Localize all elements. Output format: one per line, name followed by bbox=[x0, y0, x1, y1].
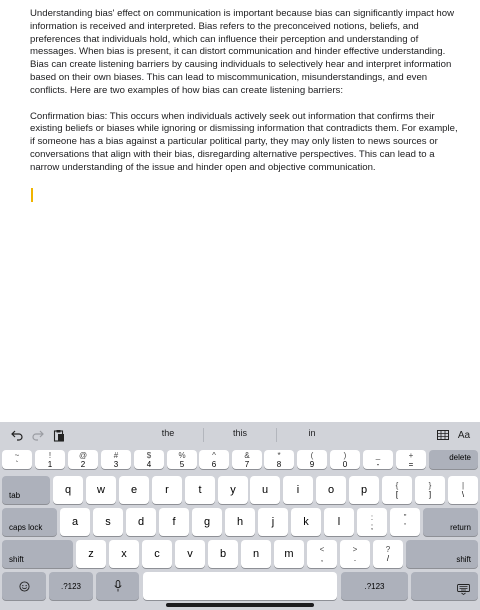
key-bottom: 1 bbox=[47, 459, 53, 469]
shift-left-key[interactable]: shift bbox=[2, 540, 73, 568]
key-slash[interactable] bbox=[373, 540, 403, 568]
key-top: : bbox=[370, 513, 374, 522]
key-semicolon[interactable] bbox=[357, 508, 387, 536]
key-bottom: 5 bbox=[179, 459, 185, 469]
redo-icon[interactable] bbox=[30, 427, 46, 443]
key-n[interactable]: n bbox=[241, 540, 271, 568]
key-bottom: 9 bbox=[309, 459, 315, 469]
keyboard bbox=[0, 422, 480, 610]
key-0[interactable] bbox=[330, 450, 360, 469]
paragraph: Confirmation bias: This occurs when individuals actively seek out information that confirms their existing beliefs or biases while ignoring or dismissing information that contradicts them. For example, if someone has a bias against a particular political party, they may only listen to news sources or conversations that align with their bias, disregarding alternative perspectives. This can lead to a narrow understanding of the issue and hinder open and objective communication. bbox=[30, 110, 458, 173]
key-t[interactable]: t bbox=[185, 476, 215, 504]
key-top: ^ bbox=[212, 450, 216, 460]
key-top: ! bbox=[48, 450, 52, 460]
key-top: _ bbox=[375, 450, 381, 460]
key-a[interactable]: a bbox=[60, 508, 90, 536]
key-k[interactable]: k bbox=[291, 508, 321, 536]
key-9[interactable] bbox=[297, 450, 327, 469]
key-bottom: ` bbox=[15, 459, 19, 469]
key-7[interactable] bbox=[232, 450, 262, 469]
key-s[interactable]: s bbox=[93, 508, 123, 536]
key-top: < bbox=[319, 545, 325, 554]
key-e[interactable]: e bbox=[119, 476, 149, 504]
shift-right-key[interactable]: shift bbox=[406, 540, 478, 568]
key-top: & bbox=[244, 450, 250, 460]
key-bottom: 2 bbox=[80, 459, 86, 469]
undo-icon[interactable] bbox=[9, 427, 25, 443]
key-top: ( bbox=[310, 450, 314, 460]
key-d[interactable]: d bbox=[126, 508, 156, 536]
key-backslash[interactable] bbox=[448, 476, 478, 504]
key-u[interactable]: u bbox=[250, 476, 280, 504]
suggestion-item[interactable]: the bbox=[161, 428, 175, 438]
paragraph: Understanding bias' effect on communication is important because bias can significantly impact how information is received and interpreted. Bias refers to the preconceived notions, beliefs, and preferences that individuals hold, which can influence their perception and understanding of messages. When bias is present, it can distort communication and hinder effective understanding. Bias can create listening barriers by causing individuals to selectively hear and interpret information based on their own biases. This can lead to miscommunication, misunderstandings, and even conflicts. Here are two examples of how bias can create listening barriers: bbox=[30, 8, 455, 96]
key-top: | bbox=[461, 481, 465, 490]
microphone-icon bbox=[114, 580, 122, 592]
key-bottom: ' bbox=[404, 522, 406, 531]
key-z[interactable]: z bbox=[76, 540, 106, 568]
key-m[interactable]: m bbox=[274, 540, 304, 568]
suggestion-item[interactable]: in bbox=[308, 428, 316, 438]
key-top: # bbox=[113, 450, 119, 460]
key-bottom: 6 bbox=[211, 459, 217, 469]
key-y[interactable]: y bbox=[218, 476, 248, 504]
key-o[interactable]: o bbox=[316, 476, 346, 504]
key-top: " bbox=[403, 513, 407, 522]
key-8[interactable] bbox=[264, 450, 294, 469]
key-1[interactable] bbox=[35, 450, 65, 469]
key-bottom: 8 bbox=[276, 459, 282, 469]
key-top: > bbox=[352, 545, 358, 554]
key-bottom: ; bbox=[370, 522, 374, 531]
suggestion-item[interactable]: this bbox=[232, 428, 247, 438]
emoji-icon bbox=[19, 581, 30, 592]
key-w[interactable]: w bbox=[86, 476, 116, 504]
key-q[interactable]: q bbox=[53, 476, 83, 504]
emoji-key[interactable] bbox=[2, 572, 46, 600]
key-bottom: / bbox=[386, 554, 390, 563]
key-period[interactable] bbox=[340, 540, 370, 568]
table-icon[interactable] bbox=[436, 427, 450, 443]
key-f[interactable]: f bbox=[159, 508, 189, 536]
key-r[interactable]: r bbox=[152, 476, 182, 504]
key-c[interactable]: c bbox=[142, 540, 172, 568]
key-equals[interactable] bbox=[396, 450, 426, 469]
key-right-bracket[interactable] bbox=[415, 476, 445, 504]
space-bar[interactable] bbox=[143, 572, 337, 600]
key-j[interactable]: j bbox=[258, 508, 288, 536]
key-bottom: [ bbox=[395, 490, 399, 499]
dictation-key[interactable] bbox=[96, 572, 139, 600]
key-bottom: 0 bbox=[342, 459, 348, 469]
key-bottom: . bbox=[353, 554, 357, 563]
key-b[interactable]: b bbox=[208, 540, 238, 568]
key-bottom: = bbox=[408, 459, 414, 469]
key-bottom: 3 bbox=[113, 459, 119, 469]
key-top: * bbox=[277, 450, 281, 460]
key-top: $ bbox=[146, 450, 152, 460]
key-top: @ bbox=[78, 450, 88, 460]
key-5[interactable] bbox=[167, 450, 197, 469]
return-key[interactable]: return bbox=[423, 508, 478, 536]
key-p[interactable]: p bbox=[349, 476, 379, 504]
key-x[interactable]: x bbox=[109, 540, 139, 568]
key-6[interactable] bbox=[199, 450, 229, 469]
dismiss-keyboard-key[interactable] bbox=[411, 572, 478, 600]
key-top: } bbox=[428, 481, 432, 490]
key-g[interactable]: g bbox=[192, 508, 222, 536]
key-backtick[interactable] bbox=[2, 450, 32, 469]
key-v[interactable]: v bbox=[175, 540, 205, 568]
key-left-bracket[interactable] bbox=[382, 476, 412, 504]
key-bottom: 7 bbox=[244, 459, 250, 469]
key-l[interactable]: l bbox=[324, 508, 354, 536]
paste-icon[interactable] bbox=[51, 427, 67, 443]
format-button[interactable]: Aa bbox=[457, 429, 471, 441]
text-cursor bbox=[31, 188, 33, 202]
key-bottom: , bbox=[320, 554, 324, 563]
home-indicator[interactable] bbox=[166, 603, 314, 607]
key-top: ? bbox=[385, 545, 391, 554]
keyboard-toolbar bbox=[0, 422, 480, 448]
key-top: % bbox=[178, 450, 186, 460]
key-3[interactable] bbox=[101, 450, 131, 469]
key-h[interactable]: h bbox=[225, 508, 255, 536]
key-bottom: - bbox=[376, 459, 380, 469]
key-comma[interactable] bbox=[307, 540, 337, 568]
key-quote[interactable] bbox=[390, 508, 420, 536]
key-top: + bbox=[408, 450, 414, 460]
key-minus[interactable] bbox=[363, 450, 393, 469]
tab-key[interactable]: tab bbox=[2, 476, 50, 504]
delete-key[interactable]: delete bbox=[429, 450, 478, 469]
key-2[interactable] bbox=[68, 450, 98, 469]
key-bottom: 4 bbox=[146, 459, 152, 469]
key-bottom: ] bbox=[428, 490, 432, 499]
key-top: ) bbox=[343, 450, 347, 460]
caps-lock-key[interactable]: caps lock bbox=[2, 508, 57, 536]
numbers-key-right[interactable]: .?123 bbox=[341, 572, 408, 600]
key-top: ~ bbox=[14, 450, 20, 460]
key-4[interactable] bbox=[134, 450, 164, 469]
key-top: { bbox=[395, 481, 399, 490]
numbers-key-left[interactable]: .?123 bbox=[49, 572, 93, 600]
key-i[interactable]: i bbox=[283, 476, 313, 504]
keyboard-hide-icon bbox=[457, 584, 470, 595]
document-body[interactable] bbox=[30, 8, 458, 188]
key-bottom: \ bbox=[461, 490, 465, 499]
